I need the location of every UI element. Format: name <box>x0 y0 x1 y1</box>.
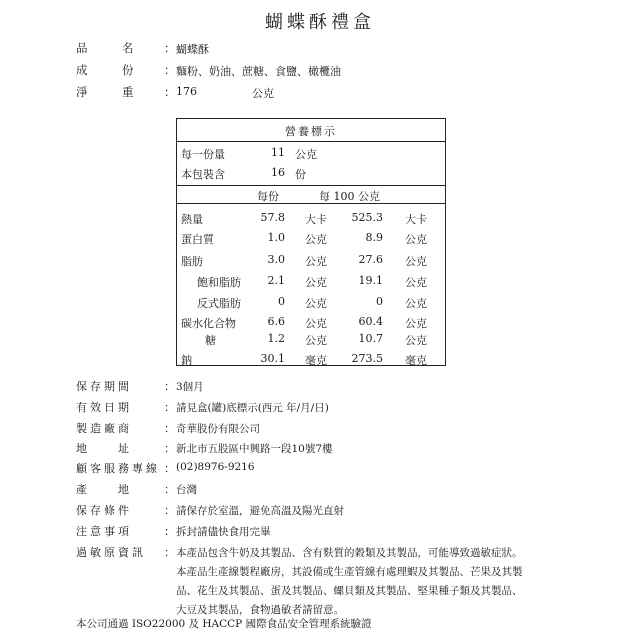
colon: ： <box>164 85 176 99</box>
allergen-detail-line: 本產品生產線製程廠房，其設備或生產管線有處理蝦及其製品、芒果及其製 <box>176 566 523 578</box>
nutrient-per-100g: 0 <box>376 295 383 308</box>
storage-label: 保存條件 <box>76 504 132 517</box>
nutrient-name: 蛋白質 <box>181 233 214 246</box>
address-value: 新北市五股區中興路一段10號7樓 <box>176 443 333 455</box>
allergen-detail-line: 品、花生及其製品、蛋及其製品、螺貝類及其製品、堅果種子類及其製品、 <box>176 585 523 597</box>
manufacturer-value: 奇華股份有限公司 <box>176 423 260 435</box>
nutrient-name: 脂肪 <box>181 255 203 268</box>
ingredients-label: 成 份 <box>76 63 134 77</box>
colon: ： <box>164 63 176 77</box>
nutrition-title: 營養標示 <box>285 125 337 138</box>
nutrient-name: 碳水化合物 <box>181 317 236 330</box>
expiry-date-value: 請見盒(罐)底標示(西元 年/月/日) <box>176 402 329 414</box>
nutrient-name: 熱量 <box>181 213 203 226</box>
shelf-life-label: 保存期間 <box>76 380 132 393</box>
colon: ： <box>164 462 175 475</box>
nutrient-unit: 毫克 <box>405 354 427 367</box>
nutrient-unit: 公克 <box>405 334 427 347</box>
nutrient-unit: 公克 <box>305 317 327 330</box>
nutrient-per-serving: 1.0 <box>267 231 285 244</box>
nutrient-unit: 公克 <box>405 297 427 310</box>
page-title: 蝴蝶酥禮盒 <box>265 12 375 33</box>
notice-value: 拆封請儘快食用完畢 <box>176 526 271 538</box>
notice-label: 注意事項 <box>76 525 132 538</box>
product-name-value: 蝴蝶酥 <box>176 43 209 56</box>
nutrient-name: 鈉 <box>181 354 192 367</box>
nutrient-per-serving: 0 <box>278 295 285 308</box>
nutrient-unit: 公克 <box>305 297 327 310</box>
colon: ： <box>164 380 175 393</box>
servings-label: 本包裝含 <box>181 168 225 181</box>
nutrient-name: 糖 <box>205 334 216 347</box>
nutrient-per-serving: 57.8 <box>260 211 285 224</box>
nutrient-unit: 公克 <box>405 255 427 268</box>
nutrient-name: 飽和脂肪 <box>197 276 241 289</box>
servings-unit: 份 <box>295 168 306 181</box>
nutrient-per-100g: 60.4 <box>358 315 383 328</box>
colon: ： <box>164 41 176 55</box>
net-weight-value: 176 <box>176 85 197 98</box>
colon: ： <box>164 442 175 455</box>
nutrient-name: 反式脂肪 <box>197 297 241 310</box>
nutrient-unit: 公克 <box>305 255 327 268</box>
net-weight-label: 淨 重 <box>76 85 134 99</box>
nutrient-per-100g: 27.6 <box>358 253 383 266</box>
expiry-date-label: 有效日期 <box>76 401 132 414</box>
allergen-label: 過敏原資訊 <box>76 546 146 559</box>
manufacturer-label: 製造廠商 <box>76 422 132 435</box>
nutrient-per-100g: 10.7 <box>358 332 383 345</box>
certification-footer: 本公司通過 ISO22000 及 HACCP 國際食品安全管理系統驗證 <box>76 618 372 630</box>
colon: ： <box>164 546 175 559</box>
hotline-value: (02)8976-9216 <box>176 461 255 473</box>
nutrient-per-100g: 8.9 <box>365 231 383 244</box>
nutrient-per-serving: 30.1 <box>260 352 285 365</box>
colon: ： <box>164 504 175 517</box>
serving-size-value: 11 <box>271 146 285 159</box>
colon: ： <box>164 525 175 538</box>
allergen-detail-line: 大豆及其製品，食物過敏者請留意。 <box>176 604 344 616</box>
servings-value: 16 <box>271 166 285 179</box>
nutrient-per-100g: 19.1 <box>358 274 383 287</box>
allergen-value: 本產品包含牛奶及其製品、含有麩質的穀類及其製品，可能導致過敏症狀。 <box>176 547 523 559</box>
ingredients-value: 麵粉、奶油、蔗糖、食鹽、橄欖油 <box>176 65 341 78</box>
nutrient-per-100g: 273.5 <box>351 352 383 365</box>
net-weight-unit: 公克 <box>252 87 274 100</box>
nutrient-per-serving: 6.6 <box>267 315 285 328</box>
nutrient-unit: 公克 <box>305 334 327 347</box>
nutrient-per-serving: 2.1 <box>267 274 285 287</box>
origin-value: 台灣 <box>176 484 197 496</box>
nutrient-unit: 公克 <box>305 233 327 246</box>
nutrient-unit: 公克 <box>405 276 427 289</box>
nutrient-unit: 公克 <box>405 317 427 330</box>
column-per-100g: 每 100 公克 <box>319 190 380 203</box>
serving-size-label: 每一份量 <box>181 148 225 161</box>
nutrient-per-100g: 525.3 <box>351 211 383 224</box>
nutrient-per-serving: 1.2 <box>267 332 285 345</box>
hotline-label: 顧客服務專線 <box>76 462 160 475</box>
nutrition-table <box>176 118 446 366</box>
column-per-serving: 每份 <box>257 190 279 203</box>
product-name-label: 品 名 <box>76 41 134 55</box>
colon: ： <box>164 401 175 414</box>
nutrient-per-serving: 3.0 <box>267 253 285 266</box>
nutrient-unit: 大卡 <box>305 213 327 226</box>
nutrient-unit: 大卡 <box>405 213 427 226</box>
nutrient-unit: 毫克 <box>305 354 327 367</box>
nutrient-unit: 公克 <box>305 276 327 289</box>
colon: ： <box>164 422 175 435</box>
nutrient-unit: 公克 <box>405 233 427 246</box>
shelf-life-value: 3個月 <box>176 381 204 393</box>
serving-size-unit: 公克 <box>295 148 317 161</box>
origin-label: 產 地 <box>76 483 132 496</box>
address-label: 地 址 <box>76 442 132 455</box>
colon: ： <box>164 483 175 496</box>
storage-value: 請保存於室溫，避免高溫及陽光直射 <box>176 505 344 517</box>
